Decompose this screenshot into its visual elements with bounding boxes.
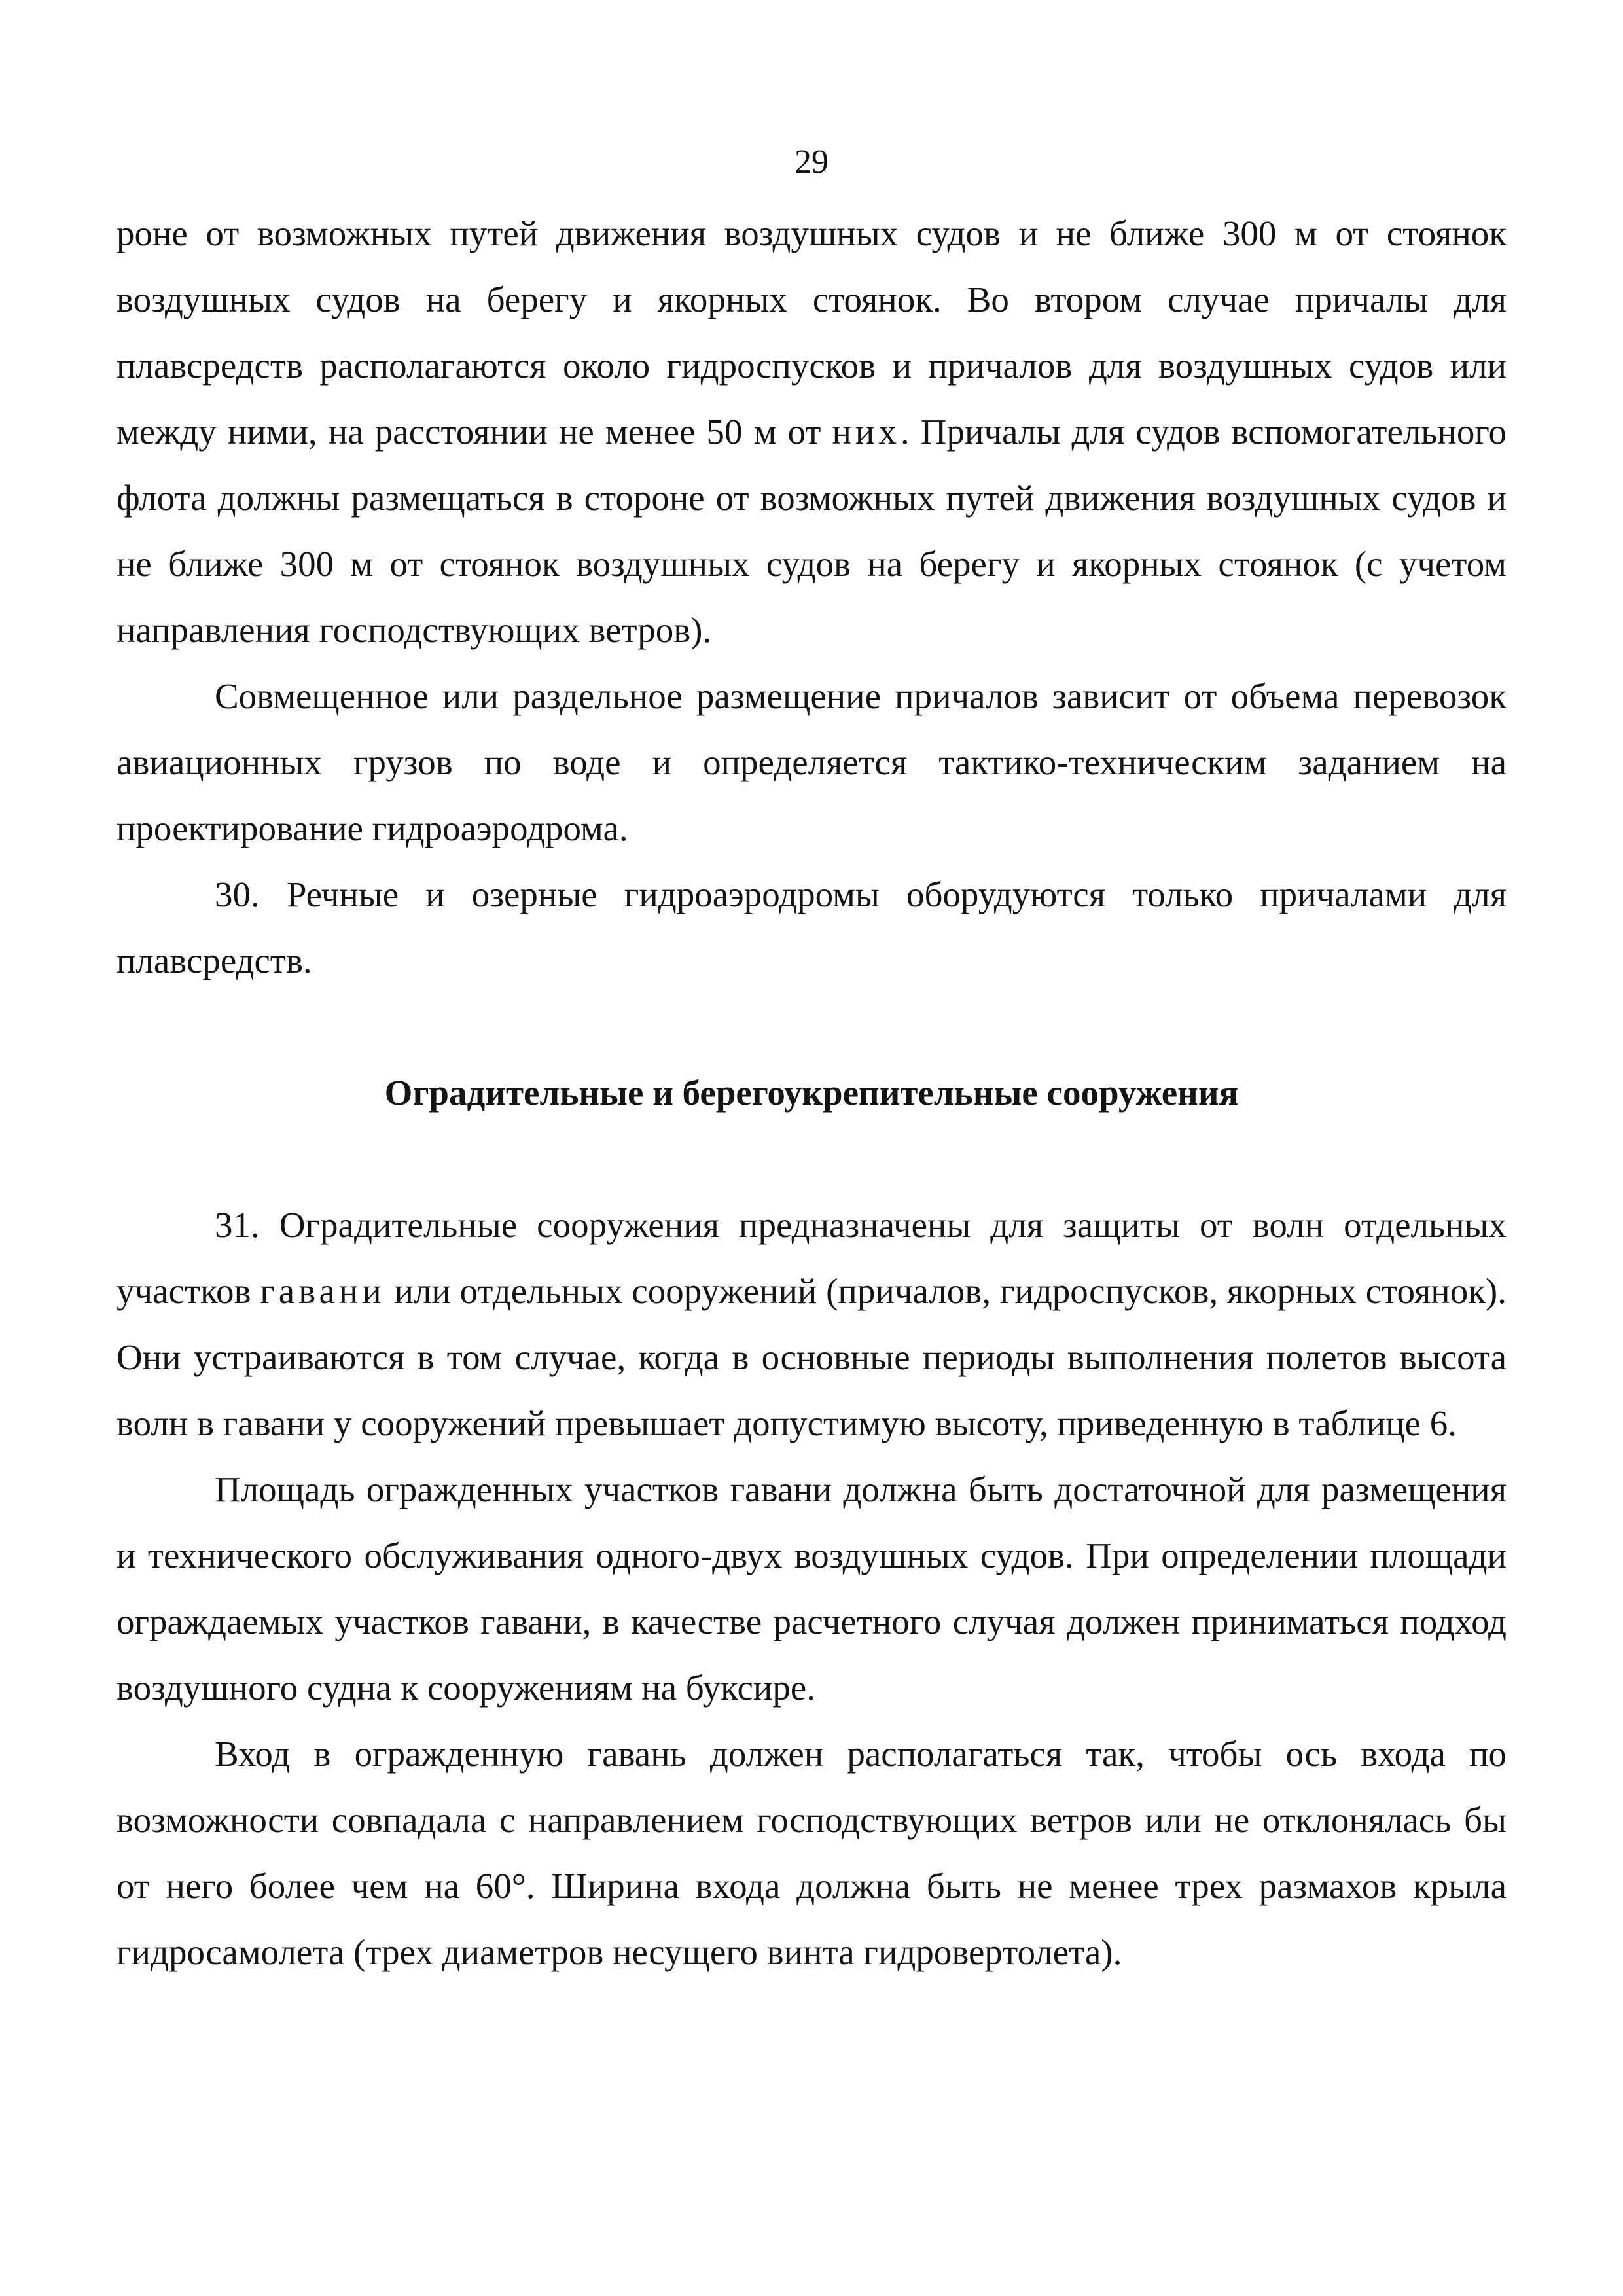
paragraph-text: роне от возможных путей движения воздушных судов и не ближе 300 м от стоянок воздушных судов на берегу и якорных стоянок. Во втором случае причалы для плавсредств располагаются около гидроспусков и причалов для воздушных судов или между ними, на расстоянии не менее 50 м от <box>116 213 1507 452</box>
paragraph-continuation <box>116 200 1507 663</box>
paragraph-area: Площадь огражденных участков гавани должна быть достаточной для размещения и технического обслуживания одного-двух воздушных судов. При определении площади ограждаемых участков гавани, в качестве расчетного случая должен приниматься подход воздушного судна к сооружениям на буксире. <box>116 1469 1507 1708</box>
paragraph-item-31 <box>116 1192 1507 1456</box>
paragraph-text: 31. Оградительные сооружения предназначены для защиты от волн отдельных участков <box>116 1205 1507 1311</box>
page-body <box>116 200 1507 1985</box>
paragraph-entrance: Вход в огражденную гавань должен располагаться так, чтобы ось входа по возможности совпадала с направлением господствующих ветров или не отклонялась бы от него более чем на 60°. Ширина входа должна быть не менее трех размахов крыла гидросамолета (трех диаметров несущего винта гидровертолета). <box>116 1734 1507 1972</box>
paragraph-item-30: 30. Речные и озерные гидроаэродромы оборудуются только причалами для плавсредств. <box>116 874 1507 980</box>
paragraph-text-spaced: гавани <box>260 1271 385 1311</box>
paragraph-placement: Совмещенное или раздельное размещение причалов зависит от объема перевозок авиационных грузов по воде и определяется тактико-техническим заданием на проектирование гидроаэродрома. <box>116 676 1507 848</box>
paragraph-text-spaced: них <box>832 412 901 452</box>
section-heading: Оградительные и берегоукрепительные сооружения <box>384 1073 1239 1113</box>
spacer <box>116 994 1507 1060</box>
paragraph-text: или отдельных сооружений (причалов, гидроспусков, якорных стоянок). Они устраиваются в том случае, когда в основные периоды выполнения полетов высота волн в гавани у сооружений превышает допустимую высоту, приведенную в таблице 6. <box>116 1271 1507 1443</box>
paragraph-text: . Причалы для судов вспомогательного флота должны размещаться в стороне от возможных путей движения воздушных судов и не ближе 300 м от стоянок воздушных судов на берегу и якорных стоянок (с учетом направления господствующих ветров). <box>116 412 1507 650</box>
page-number: 29 <box>794 143 829 181</box>
spacer <box>116 1126 1507 1192</box>
